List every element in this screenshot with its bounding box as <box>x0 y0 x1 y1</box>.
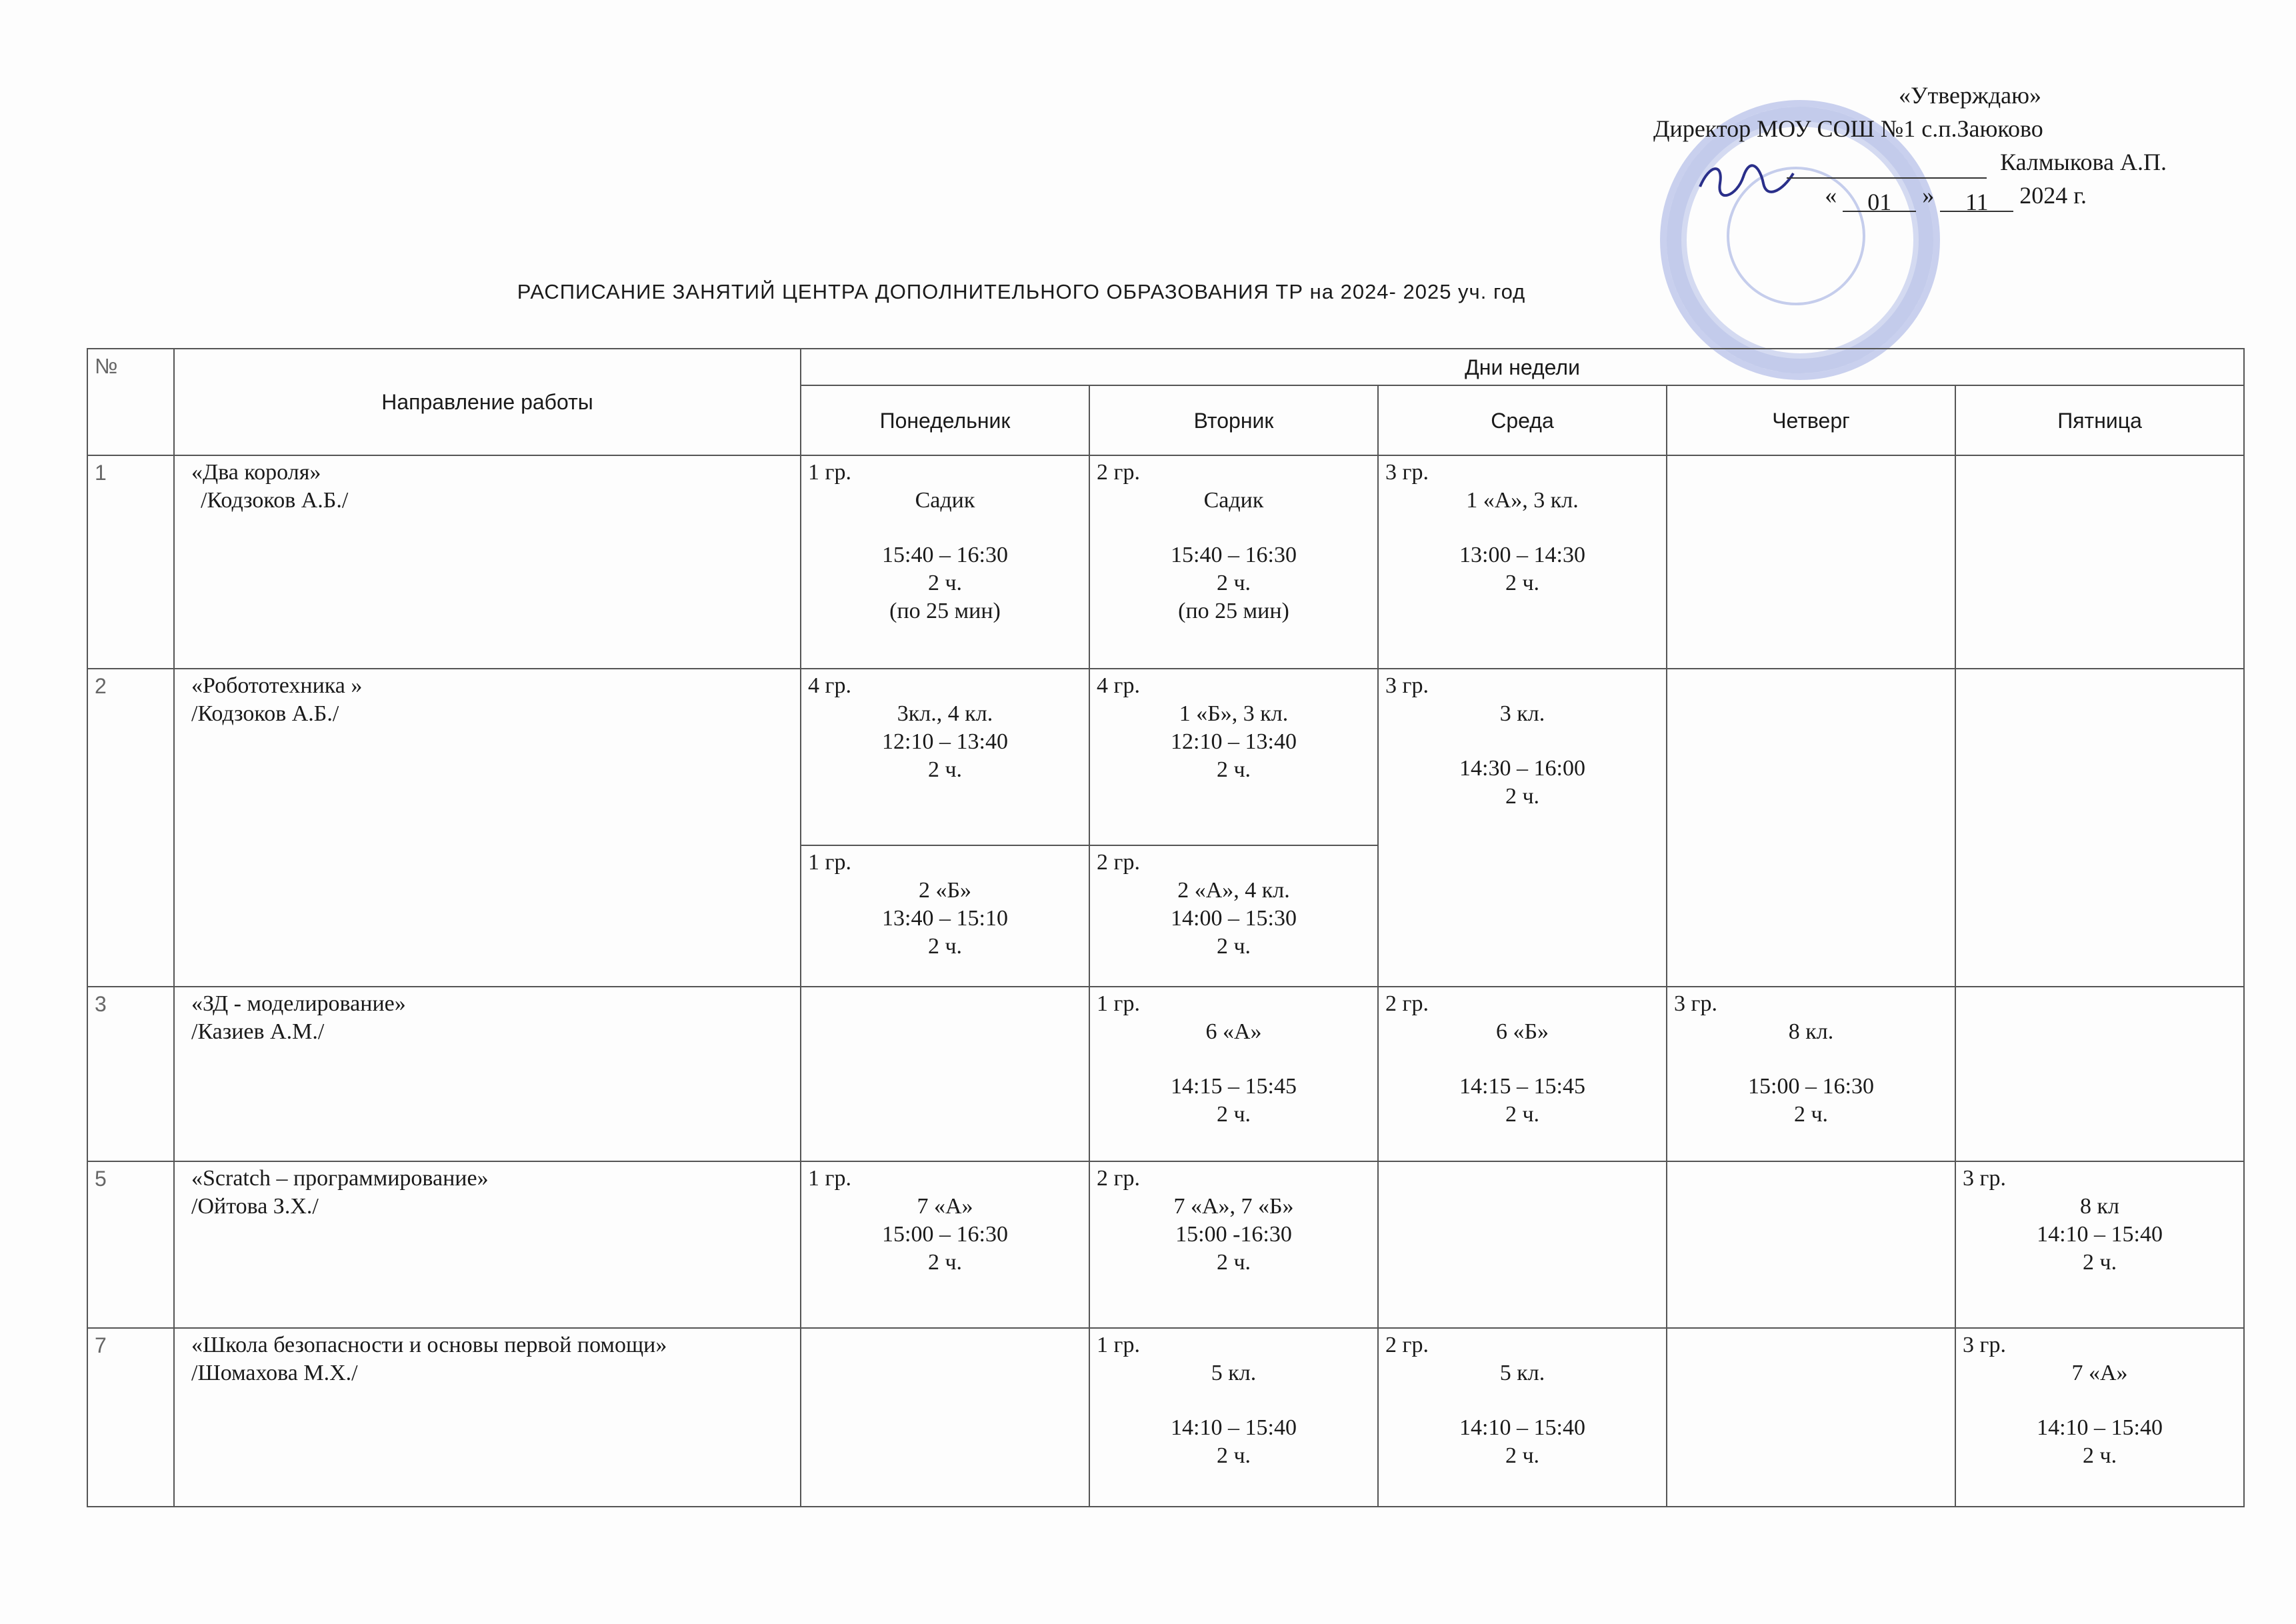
table-row <box>87 455 2244 669</box>
row-num: 7 <box>87 1328 174 1507</box>
cell-thursday: 3 гр. 8 кл. 15:00 – 16:30 2 ч. <box>1667 987 1955 1161</box>
cell-thursday <box>1667 1161 1955 1328</box>
header-day-tuesday: Вторник <box>1089 385 1378 455</box>
approval-position: Директор МОУ СОШ №1 с.п.Заюково <box>1653 115 2043 142</box>
row-num: 3 <box>87 987 174 1161</box>
cell-friday <box>1955 987 2244 1161</box>
header-day-thursday: Четверг <box>1667 385 1955 455</box>
cell-tuesday: 1 гр. 6 «А» 14:15 – 15:45 2 ч. <box>1089 987 1378 1161</box>
cell-tuesday: 2 гр. 7 «А», 7 «Б» 15:00 -16:30 2 ч. <box>1089 1161 1378 1328</box>
cell-friday <box>1955 455 2244 669</box>
cell-wednesday: 2 гр. 6 «Б» 14:15 – 15:45 2 ч. <box>1378 987 1667 1161</box>
row-num: 2 <box>87 669 174 987</box>
direction-person: /Кодзоков А.Б./ <box>191 701 339 726</box>
header-days-title: Дни недели <box>801 349 2244 385</box>
row-num: 1 <box>87 455 174 669</box>
approval-heading: «Утверждаю» <box>1898 82 2042 109</box>
direction-person: /Шомахова М.Х./ <box>191 1361 358 1385</box>
approval-date: « 01 » 11 2024 г. <box>1825 182 2087 215</box>
cell-monday: 1 гр. 2 «Б» 13:40 – 15:10 2 ч. <box>801 845 1089 987</box>
direction-person: /Кодзоков А.Б./ <box>201 488 349 513</box>
table-row <box>87 1161 2244 1328</box>
direction-person: /Казиев А.М./ <box>191 1019 325 1044</box>
direction-cell <box>174 1328 801 1507</box>
cell-thursday <box>1667 455 1955 669</box>
table-row <box>87 669 2244 845</box>
signature-line <box>1787 155 1987 179</box>
table-row <box>87 987 2244 1161</box>
direction-title: «ЗД - моделирование» <box>191 991 406 1016</box>
date-day: 01 <box>1843 185 1916 212</box>
header-direction: Направление работы <box>174 349 801 455</box>
header-day-friday: Пятница <box>1955 385 2244 455</box>
direction-title: «Робототехника » <box>191 673 363 698</box>
row-num: 5 <box>87 1161 174 1328</box>
table-row <box>87 1328 2244 1507</box>
cell-wednesday: 3 гр. 3 кл. 14:30 – 16:00 2 ч. <box>1378 669 1667 987</box>
cell-monday <box>801 987 1089 1161</box>
cell-wednesday <box>1378 1161 1667 1328</box>
cell-monday: 4 гр. 3кл., 4 кл. 12:10 – 13:40 2 ч. <box>801 669 1089 845</box>
direction-cell <box>174 669 801 987</box>
direction-person: /Ойтова З.Х./ <box>191 1194 319 1219</box>
cell-tuesday: 2 гр. 2 «А», 4 кл. 14:00 – 15:30 2 ч. <box>1089 845 1378 987</box>
page-title: РАСПИСАНИЕ ЗАНЯТИЙ ЦЕНТРА ДОПОЛНИТЕЛЬНОГО ОБРАЗОВАНИЯ ТР на 2024- 2025 уч. год <box>517 280 1526 303</box>
date-year: 2024 г. <box>2019 182 2087 209</box>
approval-block <box>1653 79 2207 215</box>
date-month: 11 <box>1940 185 2013 212</box>
cell-monday: 1 гр. 7 «А» 15:00 – 16:30 2 ч. <box>801 1161 1089 1328</box>
schedule-table <box>87 348 2245 1507</box>
direction-cell <box>174 1161 801 1328</box>
header-day-wednesday: Среда <box>1378 385 1667 455</box>
cell-wednesday: 3 гр. 1 «А», 3 кл. 13:00 – 14:30 2 ч. <box>1378 455 1667 669</box>
direction-cell <box>174 455 801 669</box>
cell-friday <box>1955 669 2244 987</box>
cell-tuesday: 2 гр. Садик 15:40 – 16:30 2 ч. (по 25 мин) <box>1089 455 1378 669</box>
cell-thursday <box>1667 669 1955 987</box>
cell-monday <box>801 1328 1089 1507</box>
direction-title: «Школа безопасности и основы первой помощи» <box>191 1333 667 1357</box>
cell-friday: 3 гр. 7 «А» 14:10 – 15:40 2 ч. <box>1955 1328 2244 1507</box>
direction-title: «Scratch – программирование» <box>191 1166 489 1191</box>
approval-name: Калмыкова А.П. <box>2000 149 2167 175</box>
cell-wednesday: 2 гр. 5 кл. 14:10 – 15:40 2 ч. <box>1378 1328 1667 1507</box>
direction-title: «Два короля» <box>191 460 321 485</box>
header-day-monday: Понедельник <box>801 385 1089 455</box>
cell-tuesday: 4 гр. 1 «Б», 3 кл. 12:10 – 13:40 2 ч. <box>1089 669 1378 845</box>
cell-friday: 3 гр. 8 кл 14:10 – 15:40 2 ч. <box>1955 1161 2244 1328</box>
cell-monday: 1 гр. Садик 15:40 – 16:30 2 ч. (по 25 мин) <box>801 455 1089 669</box>
cell-thursday <box>1667 1328 1955 1507</box>
cell-tuesday: 1 гр. 5 кл. 14:10 – 15:40 2 ч. <box>1089 1328 1378 1507</box>
header-num: № <box>87 349 174 455</box>
direction-cell <box>174 987 801 1161</box>
